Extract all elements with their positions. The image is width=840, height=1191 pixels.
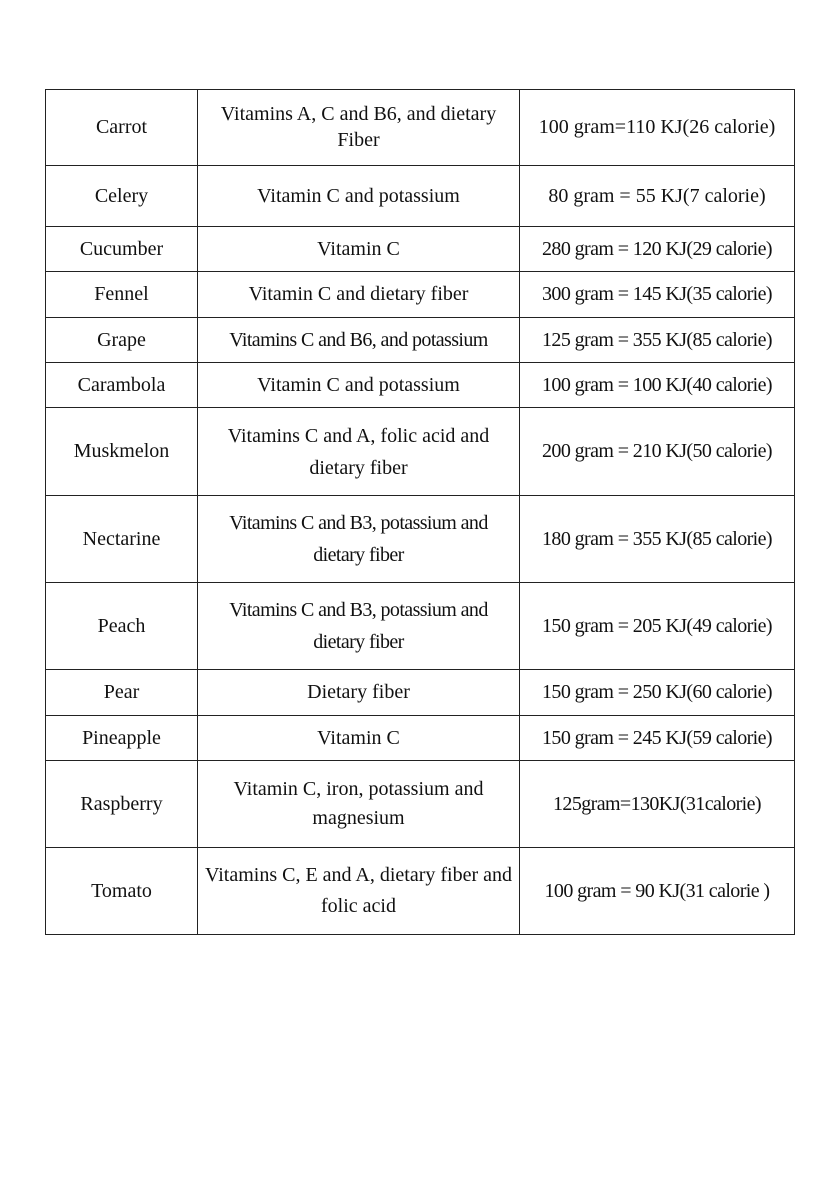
energy-text: 125gram=130KJ(31calorie) bbox=[553, 792, 761, 815]
energy-cell bbox=[520, 496, 795, 583]
nutrients-cell bbox=[198, 408, 520, 496]
table-row bbox=[46, 272, 795, 318]
nutrients-text: Vitamins C and B3, potassium and dietary fiber bbox=[229, 512, 488, 566]
table-row bbox=[46, 90, 795, 166]
food-name-cell bbox=[46, 363, 198, 408]
food-name: Raspberry bbox=[80, 792, 163, 815]
food-name: Grape bbox=[97, 328, 146, 351]
food-name: Pineapple bbox=[82, 726, 161, 749]
table-row bbox=[46, 761, 795, 848]
energy-cell bbox=[520, 583, 795, 670]
table-row bbox=[46, 848, 795, 935]
table-row bbox=[46, 496, 795, 583]
food-name: Tomato bbox=[91, 879, 152, 902]
food-name-cell bbox=[46, 716, 198, 761]
nutrients-cell bbox=[198, 670, 520, 716]
nutrients-text: Vitamins C, E and A, dietary fiber and folic acid bbox=[204, 864, 513, 917]
energy-text: 100 gram = 90 KJ(31 calorie ) bbox=[544, 879, 770, 902]
table-row bbox=[46, 408, 795, 496]
nutrients-cell bbox=[198, 166, 520, 227]
energy-cell bbox=[520, 761, 795, 848]
nutrients-cell bbox=[198, 363, 520, 408]
food-name: Pear bbox=[103, 681, 140, 703]
food-name: Fennel bbox=[94, 283, 149, 305]
food-name: Carrot bbox=[95, 116, 148, 138]
nutrients-text: Vitamin C, iron, potassium and magnesium bbox=[233, 778, 484, 829]
nutrients-text: Vitamin C bbox=[317, 237, 400, 260]
energy-text: 300 gram = 145 KJ(35 calorie) bbox=[542, 283, 772, 305]
nutrients-cell bbox=[198, 318, 520, 363]
energy-text: 280 gram = 120 KJ(29 calorie) bbox=[542, 237, 772, 260]
energy-text: 100 gram=110 KJ(26 calorie) bbox=[538, 116, 776, 138]
energy-text: 100 gram = 100 KJ(40 calorie) bbox=[542, 373, 772, 396]
table-row bbox=[46, 363, 795, 408]
table-row bbox=[46, 583, 795, 670]
table-row bbox=[46, 227, 795, 272]
nutrients-text: Vitamin C bbox=[317, 726, 400, 749]
nutrients-cell bbox=[198, 272, 520, 318]
nutrients-text: Dietary fiber bbox=[307, 681, 410, 703]
energy-cell bbox=[520, 716, 795, 761]
table-row bbox=[46, 166, 795, 227]
energy-text: 150 gram = 250 KJ(60 calorie) bbox=[542, 681, 772, 703]
energy-cell bbox=[520, 90, 795, 166]
food-name-cell bbox=[46, 848, 198, 935]
food-name-cell bbox=[46, 166, 198, 227]
nutrients-cell bbox=[198, 716, 520, 761]
nutrients-text: Vitamin C and dietary fiber bbox=[248, 283, 469, 305]
energy-text: 180 gram = 355 KJ(85 calorie) bbox=[542, 527, 772, 550]
energy-cell bbox=[520, 670, 795, 716]
table-row bbox=[46, 670, 795, 716]
nutrients-cell bbox=[198, 227, 520, 272]
nutrition-table bbox=[45, 89, 795, 935]
food-name: Cucumber bbox=[79, 237, 164, 260]
energy-text: 125 gram = 355 KJ(85 calorie) bbox=[542, 328, 772, 351]
food-name: Celery bbox=[94, 184, 149, 207]
table-row bbox=[46, 716, 795, 761]
food-name-cell bbox=[46, 761, 198, 848]
nutrients-text: Vitamin C and potassium bbox=[257, 373, 460, 396]
food-name-cell bbox=[46, 318, 198, 363]
food-name-cell bbox=[46, 496, 198, 583]
energy-text: 150 gram = 205 KJ(49 calorie) bbox=[542, 614, 772, 637]
energy-cell bbox=[520, 318, 795, 363]
nutrients-cell bbox=[198, 496, 520, 583]
energy-cell bbox=[520, 272, 795, 318]
energy-cell bbox=[520, 227, 795, 272]
nutrients-text: Vitamin C and potassium bbox=[257, 184, 460, 207]
food-name: Peach bbox=[97, 614, 146, 637]
energy-cell bbox=[520, 166, 795, 227]
food-name: Nectarine bbox=[82, 527, 161, 550]
energy-text: 80 gram = 55 KJ(7 calorie) bbox=[548, 184, 766, 207]
energy-text: 150 gram = 245 KJ(59 calorie) bbox=[542, 726, 772, 749]
energy-cell bbox=[520, 408, 795, 496]
energy-cell bbox=[520, 848, 795, 935]
food-name-cell bbox=[46, 90, 198, 166]
food-name-cell bbox=[46, 670, 198, 716]
nutrients-cell bbox=[198, 848, 520, 935]
energy-cell bbox=[520, 363, 795, 408]
nutrients-cell bbox=[198, 761, 520, 848]
food-name-cell bbox=[46, 272, 198, 318]
nutrients-text: Vitamins C and B6, and potassium bbox=[229, 328, 488, 351]
food-name: Carambola bbox=[77, 373, 166, 396]
nutrients-text: Vitamins A, C and B6, and dietary Fiber bbox=[220, 102, 497, 151]
nutrients-cell bbox=[198, 583, 520, 670]
food-name: Muskmelon bbox=[73, 440, 170, 462]
table-row bbox=[46, 318, 795, 363]
energy-text: 200 gram = 210 KJ(50 calorie) bbox=[542, 440, 772, 462]
nutrients-cell bbox=[198, 90, 520, 166]
food-name-cell bbox=[46, 583, 198, 670]
nutrients-text: Vitamins C and B3, potassium and dietary fiber bbox=[229, 599, 488, 653]
nutrients-text: Vitamins C and A, folic acid and dietary fiber bbox=[227, 424, 490, 479]
food-name-cell bbox=[46, 408, 198, 496]
food-name-cell bbox=[46, 227, 198, 272]
